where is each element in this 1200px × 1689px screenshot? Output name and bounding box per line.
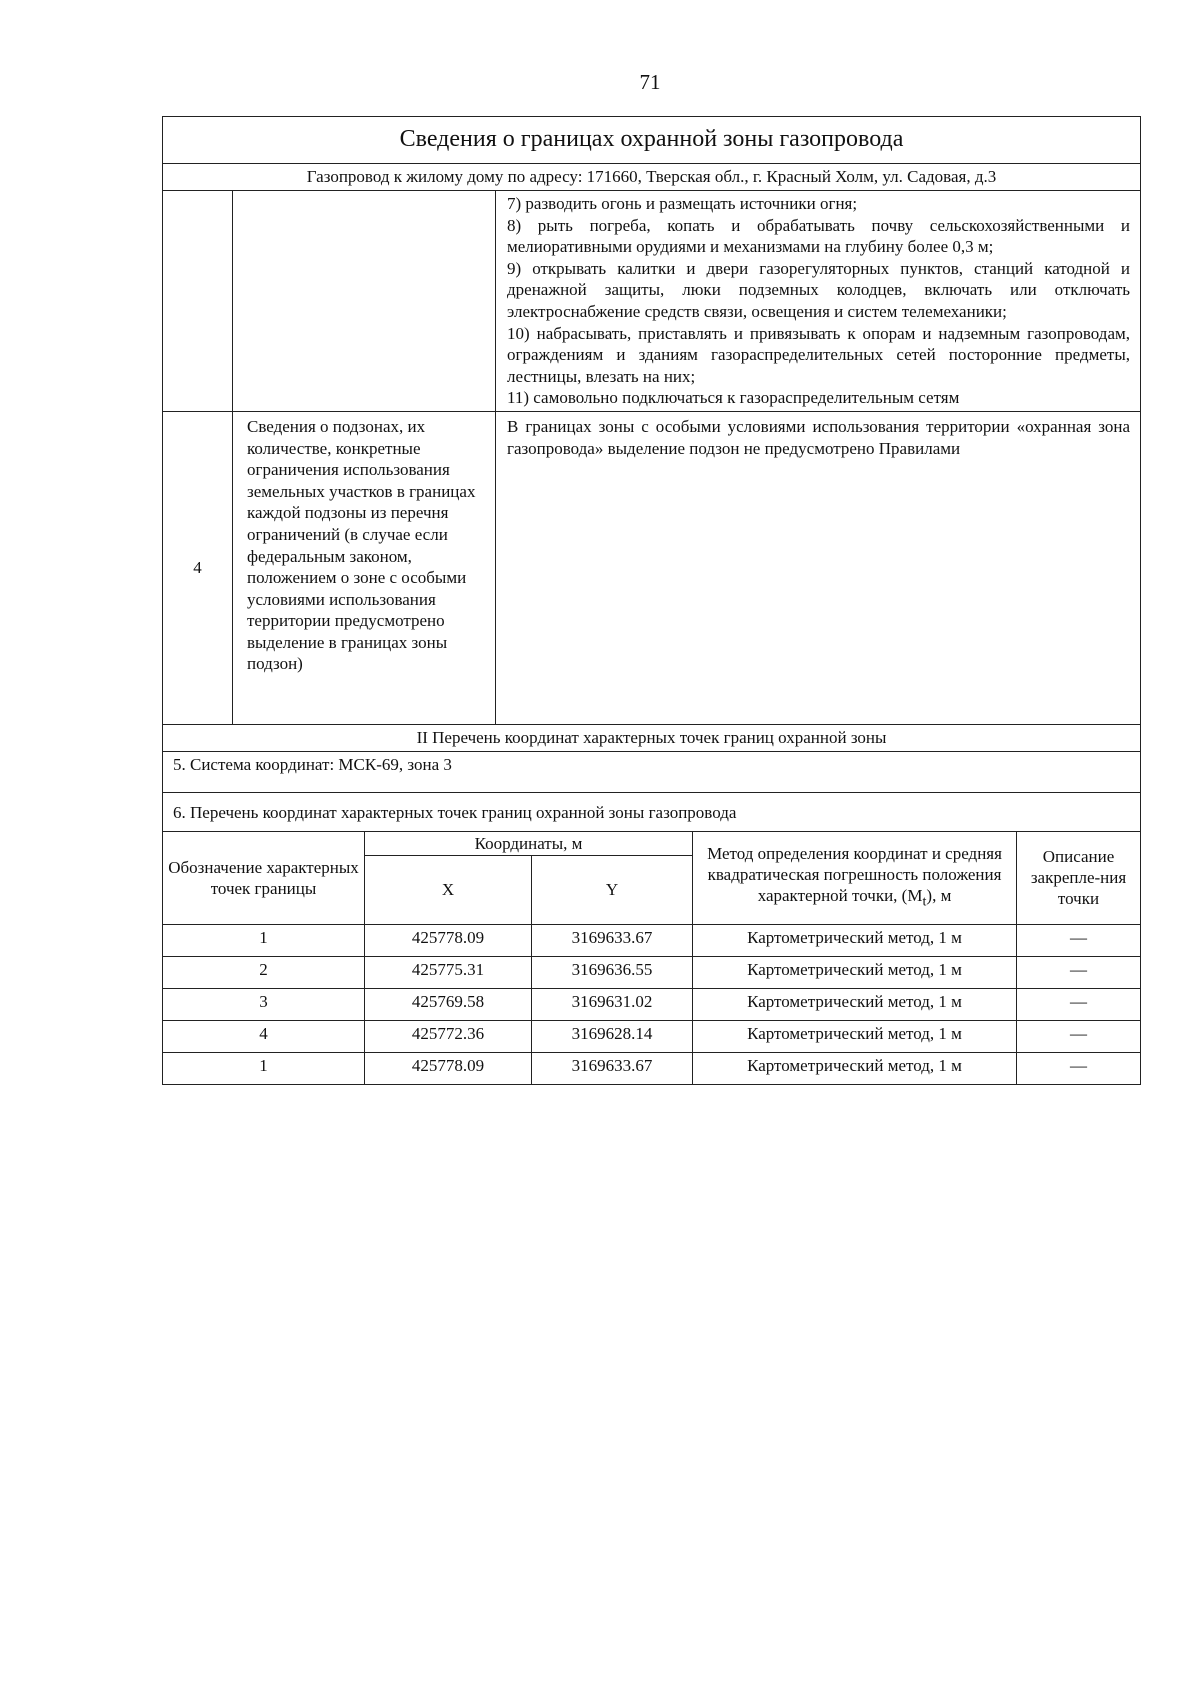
point-id: 2 [163,956,365,988]
table-row [163,956,1141,988]
row-label-cell [233,191,496,412]
table-row [163,1052,1141,1084]
header-method-text: Метод определения координат и средняя квадратическая погрешность положения характерной точки, (M [707,844,1002,906]
zone-info-document [162,116,1140,1085]
table-row [163,1020,1141,1052]
method: Картометрический метод, 1 м [693,1020,1017,1052]
point-id: 4 [163,1020,365,1052]
point-id: 1 [163,1052,365,1084]
object-address: Газопровод к жилому дому по адресу: 171660, Тверская обл., г. Красный Холм, ул. Садовая, д.3 [163,164,1141,191]
section-title: II Перечень координат характерных точек границ охранной зоны [163,724,1141,751]
method: Картометрический метод, 1 м [693,988,1017,1020]
header-y: Y [532,855,693,924]
row-number: 4 [163,411,233,724]
coord-x: 425778.09 [365,924,532,956]
header-coordinates: Координаты, м [365,831,693,855]
method: Картометрический метод, 1 м [693,956,1017,988]
point-description: — [1017,956,1141,988]
point-description: — [1017,988,1141,1020]
subzones-value: В границах зоны с особыми условиями использования территории «охранная зона газопровода» выделение подзон не предусмотрено Правилами [496,411,1141,724]
restrictions-list [496,191,1141,412]
restriction-item: 9) открывать калитки и двери газорегуляторных пунктов, станций катодной и дренажной защиты, люки подземных колодцев, включать или отключать электроснабжение средств связи, освещения и систем телемеханики; [507,258,1131,321]
restriction-item: 8) рыть погреба, копать и обрабатывать почву сельскохозяйственными и мелиоративными орудиями и механизмами на глубину более 0,3 м; [507,215,1131,257]
page-number: 71 [639,70,661,94]
table-row [163,988,1141,1020]
method: Картометрический метод, 1 м [693,1052,1017,1084]
point-description: — [1017,924,1141,956]
coord-y: 3169628.14 [532,1020,693,1052]
coord-y: 3169631.02 [532,988,693,1020]
header-description: Описание закрепле-ния точки [1017,831,1141,924]
header-point: Обозначение характерных точек границы [163,831,365,924]
method: Картометрический метод, 1 м [693,924,1017,956]
point-description: — [1017,1052,1141,1084]
coord-x: 425775.31 [365,956,532,988]
header-method-subscript: t [922,893,927,910]
row-number-cell [163,191,233,412]
table-row [163,924,1141,956]
restriction-item: 7) разводить огонь и размещать источники огня; [507,194,858,213]
coord-y: 3169633.67 [532,924,693,956]
coordinates-table [162,831,1141,1085]
coordinate-system: 5. Система координат: МСК-69, зона 3 [163,751,1141,792]
header-x: X [365,855,532,924]
restriction-item: 10) набрасывать, приставлять и привязывать к опорам и надземным газопроводам, ограждениям и зданиям газораспределительных сетей посторонние предметы, лестницы, влезать на них; [507,323,1131,386]
coord-y: 3169636.55 [532,956,693,988]
coord-y: 3169633.67 [532,1052,693,1084]
point-id: 3 [163,988,365,1020]
zone-info-table [162,116,1141,832]
restriction-item: 11) самовольно подключаться к газораспределительным сетям [507,388,960,408]
coord-x: 425769.58 [365,988,532,1020]
header-method [693,831,1017,924]
document-title: Сведения о границах охранной зоны газопровода [163,117,1141,164]
coord-x: 425778.09 [365,1052,532,1084]
header-method-unit: ), м [926,886,952,906]
point-id: 1 [163,924,365,956]
coord-x: 425772.36 [365,1020,532,1052]
subzones-label: Сведения о подзонах, их количестве, конкретные ограничения использования земельных участков в границах каждой подзоны из перечня ограничений (в случае если федеральным законом, положением о зоне с особыми условиями использования территории предусмотрено выделение в границах зоны подзон) [233,411,496,724]
point-description: — [1017,1020,1141,1052]
coordinate-list-title: 6. Перечень координат характерных точек границ охранной зоны газопровода [163,792,1141,831]
